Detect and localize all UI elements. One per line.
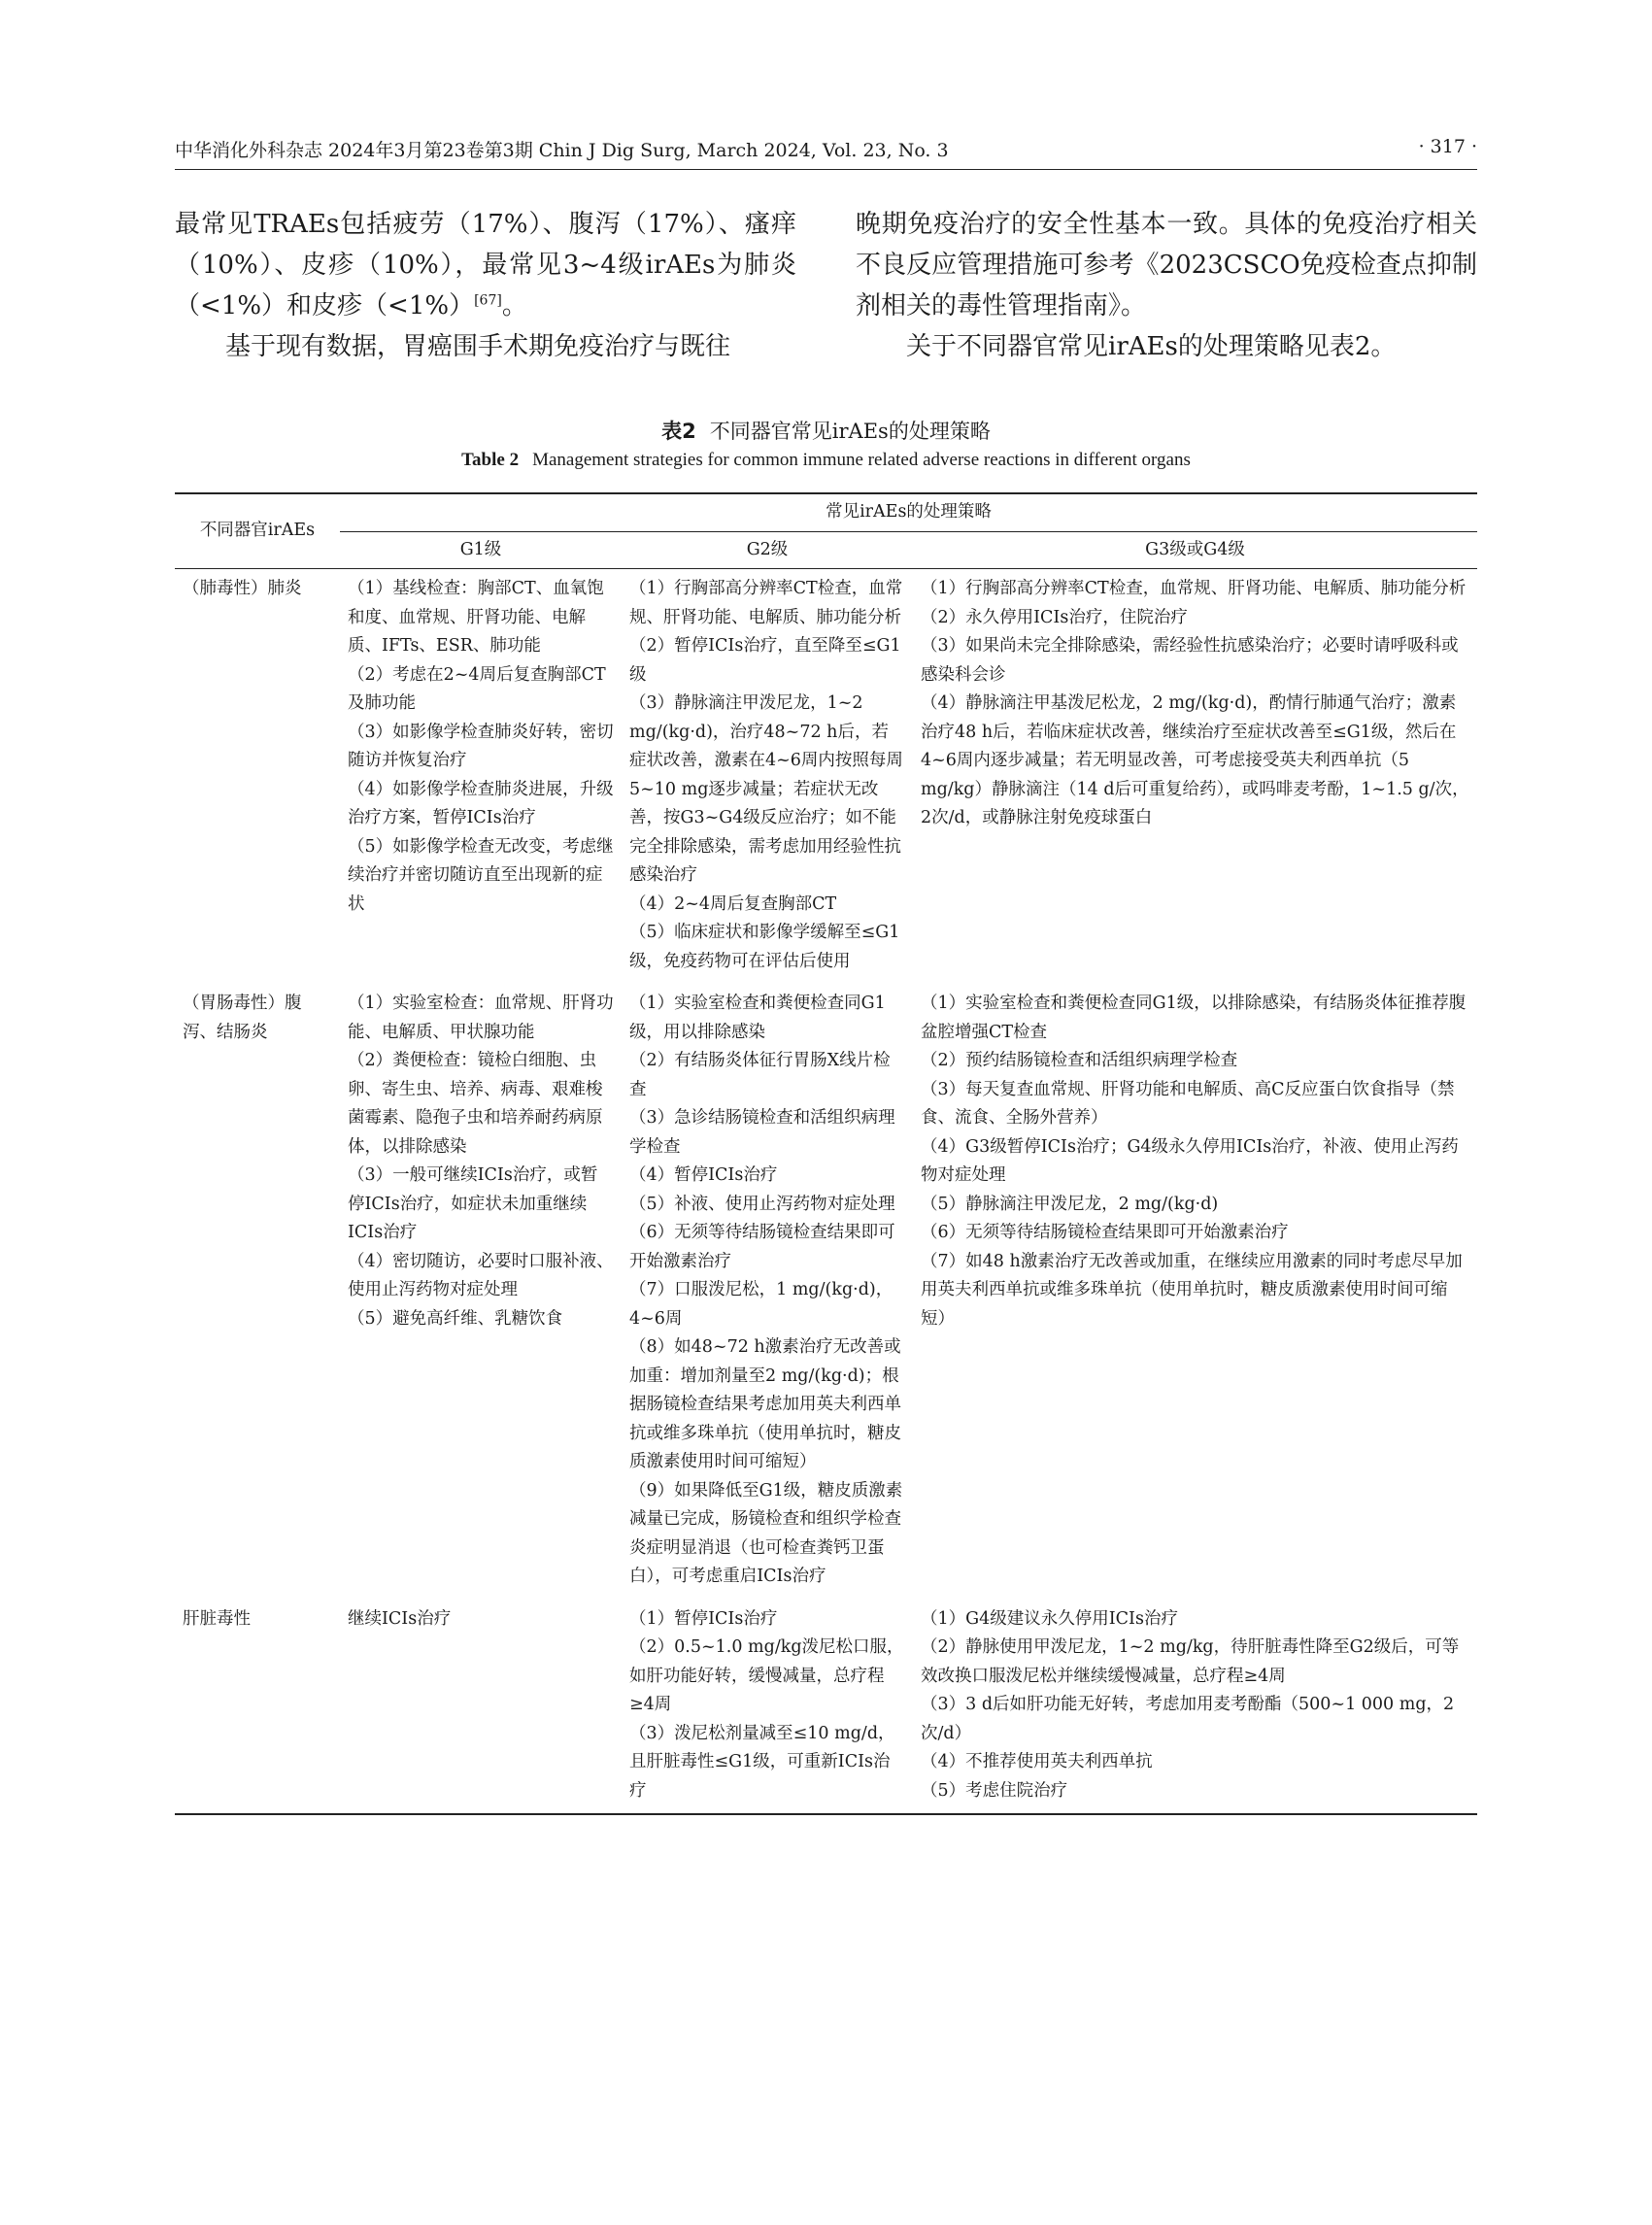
g34-cell [913, 569, 1477, 985]
strategy-item: （2）静脉使用甲泼尼龙，1~2 mg/kg，待肝脏毒性降至G2级后，可等效改换口服泼尼松并继续缓慢减量，总疗程≥4周 [921, 1637, 1460, 1686]
strategy-item: （3）急诊结肠镜检查和活组织病理学检查 [629, 1108, 895, 1157]
g2-cell [622, 984, 913, 1600]
table-label-en: Table 2 [461, 450, 520, 470]
strategy-item: （2）考虑在2~4周后复查胸部CT及肺功能 [348, 664, 606, 713]
table-title-zh: 不同器官常见irAEs的处理策略 [709, 420, 991, 443]
paragraph: 基于现有数据，胃癌围手术期免疫治疗与既往 [225, 332, 731, 361]
strategy-item: （1）行胸部高分辨率CT检查，血常规、肝肾功能、电解质、肺功能分析 [921, 579, 1467, 598]
strategy-item: （3）3 d后如肝功能无好转，考虑加用麦考酚酯（500~1 000 mg，2次/d） [921, 1695, 1455, 1743]
strategy-item: （4）暂停ICIs治疗 [629, 1165, 778, 1185]
g1-column-header: G1级 [340, 531, 622, 569]
strategy-item: （4）静脉滴注甲基泼尼松龙，2 mg/(kg·d)，酌情行肺通气治疗；激素治疗48 h后，若临床症状改善，继续治疗至症状改善至≤G1级，然后在4~6周内逐步减量；若无明显改善，可考虑接受英夫利西单抗（5 mg/kg）静脉滴注（14 d后可重复给药），或吗啡麦考酚，1~1.5 g/次，2次/d，或静脉注射免疫球蛋白 [921, 693, 1469, 827]
strategy-item: （3）泼尼松剂量减至≤10 mg/d，且肝脏毒性≤G1级，可重新ICIs治疗 [629, 1723, 895, 1801]
strategy-item: （1）实验室检查：血常规、肝肾功能、电解质、甲状腺功能 [348, 994, 614, 1042]
g34-cell [913, 1600, 1477, 1815]
table-title-en: Management strategies for common immune related adverse reactions in different organs [532, 450, 1191, 470]
strategy-item: （2）有结肠炎体征行胃肠X线片检查 [629, 1051, 891, 1099]
reference-mark: [67] [474, 292, 502, 309]
g34-cell [913, 984, 1477, 1600]
table-row [175, 984, 1477, 1600]
page-number: · 317 · [1418, 136, 1477, 157]
g34-column-header: G3级或G4级 [913, 531, 1477, 569]
strategy-item: （7）如48 h激素治疗无改善或加重，在继续应用激素的同时考虑尽早加用英夫利西单抗或维多珠单抗（使用单抗时，糖皮质激素使用时间可缩短） [921, 1251, 1463, 1329]
strategy-item: （6）无须等待结肠镜检查结果即可开始激素治疗 [629, 1223, 895, 1271]
table-row [175, 569, 1477, 985]
paragraph: 晚期免疫治疗的安全性基本一致。具体的免疫治疗相关不良反应管理措施可参考《2023CSCO免疫检查点抑制剂相关的毒性管理指南》。 [856, 210, 1477, 320]
paragraph-end: 。 [501, 291, 527, 320]
strategy-item: （9）如果降低至G1级，糖皮质激素减量已完成，肠镜检查和组织学检查炎症明显消退（也可检查粪钙卫蛋白），可考虑重启ICIs治疗 [629, 1480, 903, 1586]
strategy-item: （4）密切随访，必要时口服补液、使用止泻药物对症处理 [348, 1251, 614, 1299]
strategy-item: （4）G3级暂停ICIs治疗；G4级永久停用ICIs治疗，补液、使用止泻药物对症处理 [921, 1136, 1459, 1185]
table-label-zh: 表2 [661, 420, 696, 443]
body-text [175, 204, 1477, 369]
organ-column-header: 不同器官irAEs [175, 493, 340, 569]
g2-cell [622, 1600, 913, 1815]
strategy-item: （4）2~4周后复查胸部CT [629, 893, 837, 914]
strategy-item: （5）避免高纤维、乳糖饮食 [348, 1308, 563, 1329]
g2-column-header: G2级 [622, 531, 913, 569]
organ-cell: 肝脏毒性 [175, 1600, 340, 1815]
strategy-item: （4）不推荐使用英夫利西单抗 [921, 1752, 1153, 1771]
strategy-item: （1）基线检查：胸部CT、血氧饱和度、血常规、肝肾功能、电解质、IFTs、ESR、肺功能 [348, 579, 604, 656]
running-header [175, 134, 1477, 170]
table-body [175, 569, 1477, 1815]
paragraph [175, 204, 796, 326]
strategy-item: （3）一般可继续ICIs治疗，或暂停ICIs治疗，如症状未加重继续ICIs治疗 [348, 1165, 598, 1242]
strategy-item: （4）如影像学检查肺炎进展，升级治疗方案，暂停ICIs治疗 [348, 779, 614, 827]
strategy-item: （5）如影像学检查无改变，考虑继续治疗并密切随访直至出现新的症状 [348, 836, 614, 914]
g1-cell [340, 1600, 622, 1815]
strategy-item: （2）0.5~1.0 mg/kg泼尼松口服，如肝功能好转，缓慢减量，总疗程≥4周 [629, 1637, 904, 1714]
g2-cell [622, 569, 913, 985]
g1-cell [340, 569, 622, 985]
organ-cell: （肺毒性）肺炎 [183, 579, 302, 598]
strategy-item: （3）每天复查血常规、肝肾功能和电解质、高C反应蛋白饮食指导（禁食、流食、全肠外营养） [921, 1079, 1455, 1128]
strategy-item: （1）实验室检查和粪便检查同G1级，以排除感染，有结肠炎体征推荐腹盆腔增强CT检查 [921, 994, 1467, 1042]
strategy-item: （2）粪便检查：镜检白细胞、虫卵、寄生虫、培养、病毒、艰难梭菌霉素、隐孢子虫和培养耐药病原体，以排除感染 [348, 1051, 603, 1157]
table-row [175, 1600, 1477, 1815]
table-caption-zh [0, 416, 1652, 445]
paragraph-text: 最常见TRAEs包括疲劳（17%）、腹泻（17%）、瘙痒（10%）、皮疹（10%），最常见3~4级irAEs为肺炎（<1%）和皮疹（<1%） [175, 210, 796, 320]
strategy-item: （5）考虑住院治疗 [921, 1780, 1068, 1801]
left-column [175, 204, 796, 367]
organ-cell: （胃肠毒性）腹泻、结肠炎 [183, 994, 302, 1042]
strategy-item: （2）暂停ICIs治疗，直至降至≤G1级 [629, 636, 901, 685]
paragraph: 关于不同器官常见irAEs的处理策略见表2。 [906, 332, 1397, 361]
strategy-item: （3）如影像学检查肺炎好转，密切随访并恢复治疗 [348, 722, 614, 770]
strategy-item: （1）实验室检查和粪便检查同G1级，用以排除感染 [629, 994, 886, 1042]
strategy-item: （1）行胸部高分辨率CT检查，血常规、肝肾功能、电解质、肺功能分析 [629, 579, 903, 627]
strategy-item: （5）临床症状和影像学缓解至≤G1级，免疫药物可在评估后使用 [629, 923, 900, 971]
strategy-item: （3）如果尚未完全排除感染，需经验性抗感染治疗；必要时请呼吸科或感染科会诊 [921, 636, 1459, 685]
strategy-item: （1）暂停ICIs治疗 [629, 1608, 778, 1629]
strategy-item: （5）静脉滴注甲泼尼龙，2 mg/(kg·d) [921, 1194, 1219, 1214]
strategy-item: （6）无须等待结肠镜检查结果即可开始激素治疗 [921, 1223, 1289, 1242]
journal-citation: 中华消化外科杂志 2024年3月第23卷第3期 Chin J Dig Surg, March 2024, Vol. 23, No. 3 [175, 140, 949, 161]
right-column [856, 204, 1477, 367]
strategy-item: 继续ICIs治疗 [348, 1608, 452, 1629]
strategy-item: （8）如48~72 h激素治疗无改善或加重：增加剂量至2 mg/(kg·d)；根据肠镜检查结果考虑加用英夫利西单抗或维多珠单抗（使用单抗时，糖皮质激素使用时间可缩短） [629, 1337, 901, 1471]
g1-cell [340, 984, 622, 1600]
strategy-item: （2）预约结肠镜检查和活组织病理学检查 [921, 1051, 1238, 1070]
table-caption-en [0, 450, 1652, 471]
irae-management-table [175, 492, 1477, 1815]
strategy-group-header: 常见irAEs的处理策略 [340, 493, 1477, 531]
strategy-item: （1）G4级建议永久停用ICIs治疗 [921, 1608, 1178, 1629]
strategy-item: （3）静脉滴注甲泼尼龙，1~2 mg/(kg·d)，治疗48~72 h后，若症状改善，激素在4~6周内按照每周5~10 mg逐步减量；若症状无改善，按G3~G4级反应治疗；如不能完全排除感染，需考虑加用经验性抗感染治疗 [629, 693, 903, 885]
strategy-item: （7）口服泼尼松，1 mg/(kg·d)，4~6周 [629, 1280, 893, 1329]
strategy-item: （5）补液、使用止泻药物对症处理 [629, 1194, 895, 1214]
strategy-item: （2）永久停用ICIs治疗，住院治疗 [921, 607, 1188, 627]
